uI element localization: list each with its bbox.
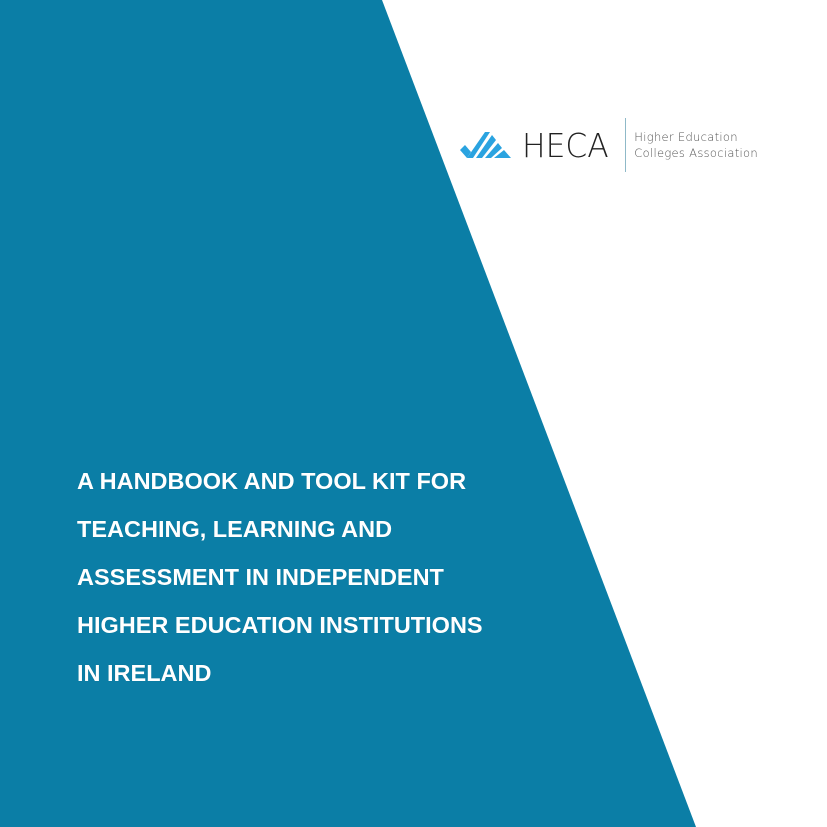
title-line: HIGHER EDUCATION INSTITUTIONS <box>77 612 483 638</box>
logo-subtitle <box>634 129 758 161</box>
heca-wordmark: HECA <box>522 125 609 165</box>
title-line: ASSESSMENT IN INDEPENDENT <box>77 564 444 590</box>
logo-subtitle-line1: Higher Education <box>634 130 738 144</box>
document-title <box>77 457 483 697</box>
heca-logo <box>458 116 758 174</box>
heca-mountain-icon <box>458 128 514 162</box>
logo-subtitle-line2: Colleges Association <box>634 146 758 160</box>
title-line: IN IRELAND <box>77 660 212 686</box>
logo-divider <box>625 118 626 172</box>
title-line: TEACHING, LEARNING AND <box>77 516 393 542</box>
title-line: A HANDBOOK AND TOOL KIT FOR <box>77 468 467 494</box>
